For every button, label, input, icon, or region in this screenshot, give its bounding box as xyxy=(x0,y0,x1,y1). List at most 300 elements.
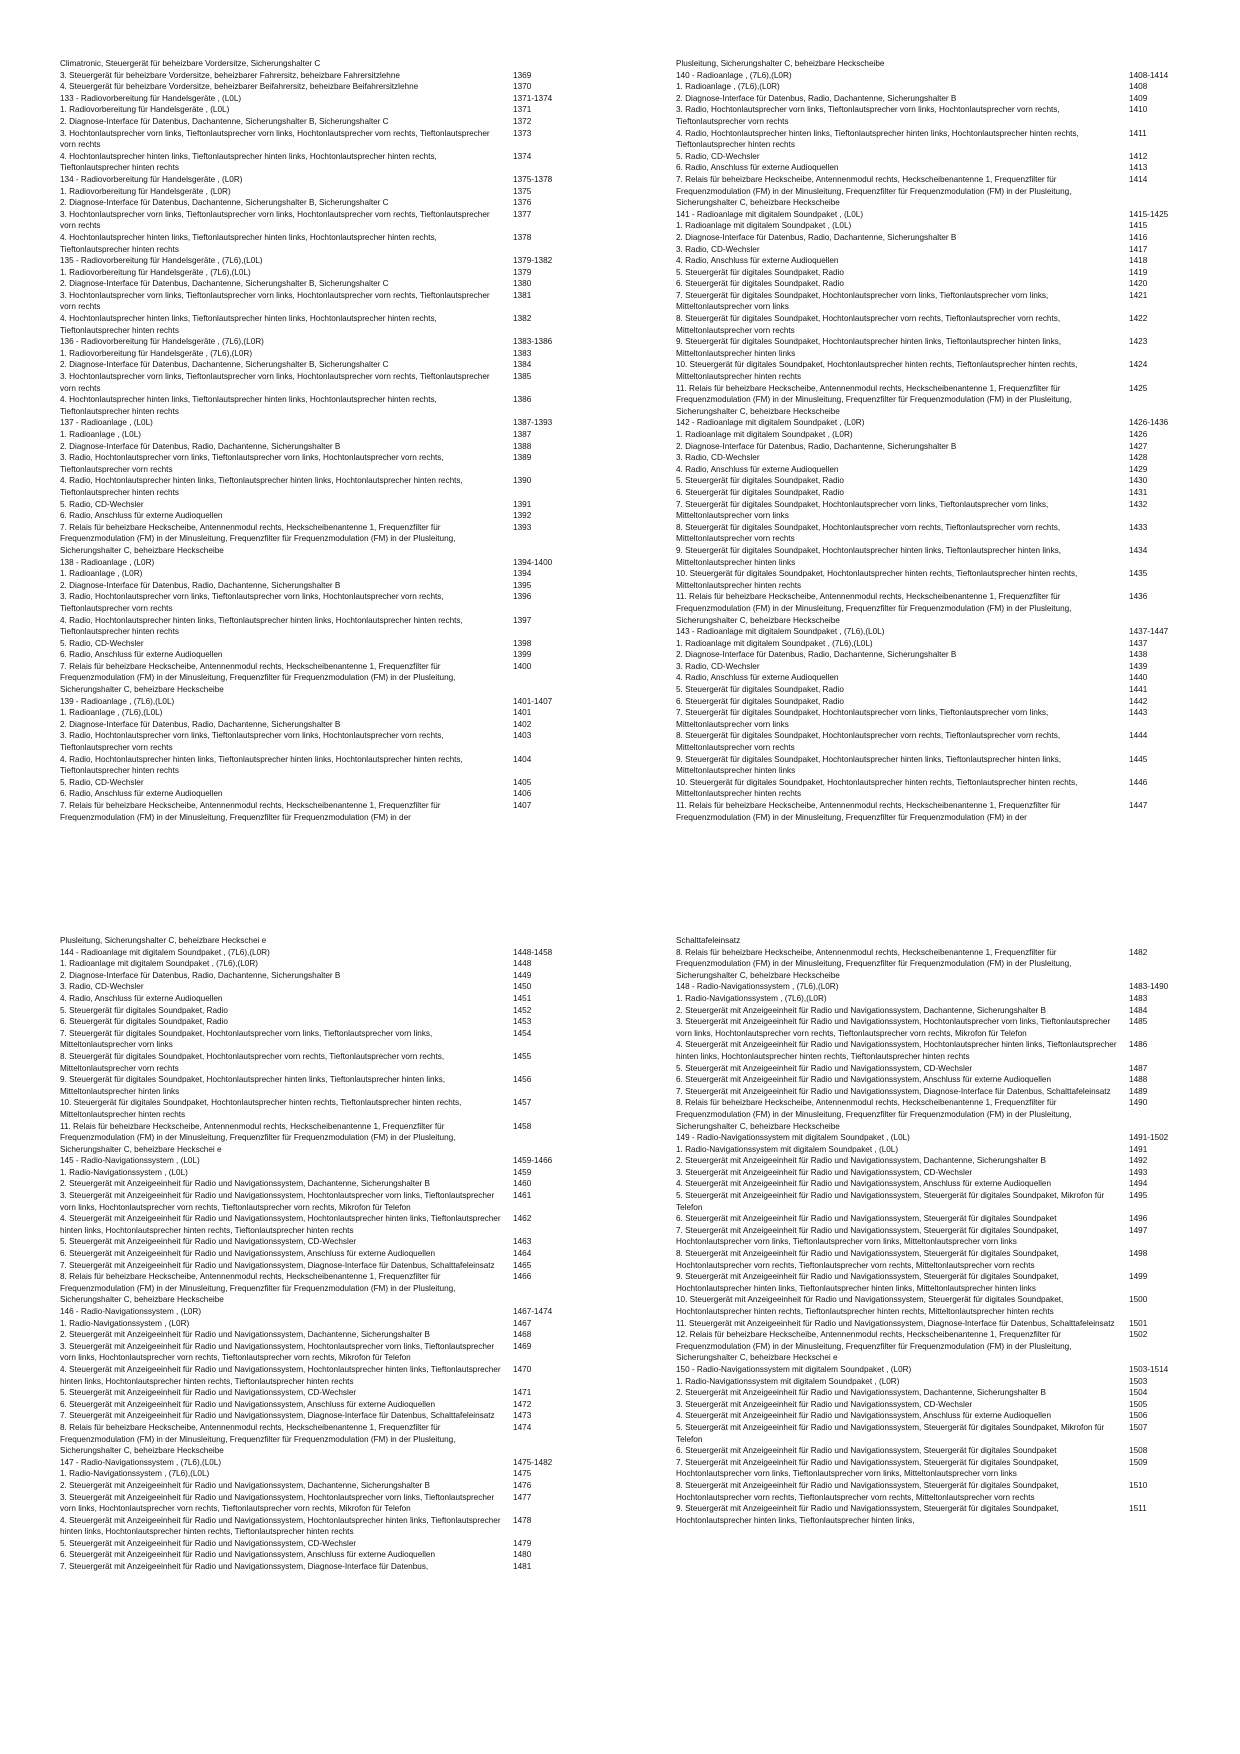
index-entry xyxy=(60,1271,580,1306)
entry-text: 1. Radiovorbereitung für Handelsgeräte , (L0R) xyxy=(60,186,231,196)
entry-page-number: 1472 xyxy=(513,1399,532,1409)
index-entry xyxy=(60,313,580,336)
entry-page-number: 1378 xyxy=(513,232,532,242)
entry-page-number: 1408-1414 xyxy=(1129,70,1169,80)
index-entry xyxy=(676,441,1196,453)
entry-text: 135 - Radiovorbereitung für Handelsgeräte , (7L6),(L0L) xyxy=(60,256,263,266)
entry-page-number: 1433 xyxy=(1129,522,1148,532)
entry-page-number: 1497 xyxy=(1129,1225,1148,1235)
entry-page-number: 1403 xyxy=(513,731,532,741)
entry-text: 139 - Radioanlage , (7L6),(L0L) xyxy=(60,696,175,706)
entry-page-number: 1370 xyxy=(513,82,532,92)
entry-page-number: 1449 xyxy=(513,970,532,980)
entry-text: 4. Steuergerät für beheizbare Vordersitze, beheizbarer Beifahrersitz, beheizbare Beifahrersitzlehne xyxy=(60,82,419,92)
index-entry xyxy=(60,1515,580,1538)
index-entry xyxy=(60,1318,580,1330)
entry-text: 3. Steuergerät mit Anzeigeeinheit für Radio und Navigationssystem, CD-Wechsler xyxy=(676,1399,973,1409)
entry-text: 5. Steuergerät mit Anzeigeeinheit für Radio und Navigationssystem, CD-Wechsler xyxy=(60,1538,357,1548)
entry-page-number: 1475 xyxy=(513,1469,532,1479)
entry-page-number: 1408 xyxy=(1129,82,1148,92)
index-entry xyxy=(676,1248,1196,1271)
entry-page-number: 1380 xyxy=(513,279,532,289)
entry-page-number: 1503-1514 xyxy=(1129,1364,1169,1374)
index-entry xyxy=(60,754,580,777)
entry-text: 1. Radio-Navigationssystem , (L0R) xyxy=(60,1318,190,1328)
index-column-left xyxy=(60,935,580,1573)
index-entry xyxy=(676,429,1196,441)
entry-page-number: 1467 xyxy=(513,1318,532,1328)
index-entry xyxy=(60,661,580,696)
index-entry xyxy=(676,1271,1196,1294)
entry-page-number: 1483 xyxy=(1129,993,1148,1003)
index-entry xyxy=(60,1561,580,1573)
entry-text: 4. Steuergerät mit Anzeigeeinheit für Radio und Navigationssystem, Anschluss für externe Audioquellen xyxy=(676,1411,1052,1421)
index-entry xyxy=(60,394,580,417)
entry-text: 137 - Radioanlage , (L0L) xyxy=(60,418,153,428)
entry-page-number: 1471 xyxy=(513,1388,532,1398)
entry-text: 3. Steuergerät mit Anzeigeeinheit für Radio und Navigationssystem, Hochtonlautsprecher vorn links, Tieftonlautsprecher vorn links, Hochtonlautsprecher vorn rechts, Tieftonlautsprecher vorn rechts, Mikrofon für Telefon xyxy=(60,1191,495,1212)
entry-text: 1. Radioanlage , (7L6),(L0R) xyxy=(676,82,780,92)
index-entry xyxy=(676,777,1196,800)
entry-page-number: 1447 xyxy=(1129,801,1148,810)
index-entry xyxy=(60,1399,580,1411)
entry-text: 3. Steuergerät mit Anzeigeeinheit für Radio und Navigationssystem, Hochtonlautsprecher vorn links, Tieftonlautsprecher vorn links, Hochtonlautsprecher vorn rechts, Tieftonlautsprecher vorn rechts, Mikrofon für Telefon xyxy=(60,1341,495,1363)
entry-text: 7. Steuergerät mit Anzeigeeinheit für Radio und Navigationssystem, Steuergerät für digitales Soundpaket, Hochtonlautsprecher vorn links, Tieftonlautsprecher vorn links, Mitteltonlautsprecher vorn links xyxy=(676,1225,1059,1247)
entry-text: 2. Steuergerät mit Anzeigeeinheit für Radio und Navigationssystem, Dachantenne, Sicherungshalter B xyxy=(60,1179,431,1189)
entry-page-number: 1420 xyxy=(1129,279,1148,289)
entry-page-number: 1369 xyxy=(513,70,532,80)
index-entry xyxy=(676,162,1196,174)
entry-page-number: 1486 xyxy=(1129,1040,1148,1050)
entry-text: 4. Steuergerät mit Anzeigeeinheit für Radio und Navigationssystem, Hochtonlautsprecher hinten links, Tieftonlautsprecher hinten links, Hochtonlautsprecher hinten rechts, Tieftonlautsprecher hinten rechts xyxy=(60,1214,501,1235)
entry-page-number: 1464 xyxy=(513,1249,532,1259)
index-entry xyxy=(60,70,580,82)
entry-page-number: 1473 xyxy=(513,1411,532,1421)
entry-text: 9. Steuergerät mit Anzeigeeinheit für Radio und Navigationssystem, Steuergerät für digitales Soundpaket, Hochtonlautsprecher hinten links, Tieftonlautsprecher hinten links, xyxy=(676,1504,1059,1525)
entry-text: 2. Diagnose-Interface für Datenbus, Radio, Dachantenne, Sicherungshalter B xyxy=(60,719,341,729)
entry-text: 147 - Radio-Navigationssystem , (7L6),(L0L) xyxy=(60,1457,222,1467)
index-entry xyxy=(676,244,1196,256)
entry-page-number: 1478 xyxy=(513,1515,532,1525)
entry-page-number: 1371 xyxy=(513,105,532,115)
entry-text: Plusleitung, Sicherungshalter C, beheizbare Heckschei e xyxy=(60,936,267,945)
index-entry xyxy=(676,661,1196,673)
entry-text: 1. Radioanlage mit digitalem Soundpaket , (7L6),(L0R) xyxy=(60,959,258,969)
entry-text: 5. Radio, CD-Wechsler xyxy=(60,777,144,787)
index-entry xyxy=(676,1364,1196,1376)
entry-page-number: 1437 xyxy=(1129,638,1148,648)
entry-text: 7. Steuergerät mit Anzeigeeinheit für Radio und Navigationssystem, Steuergerät für digitales Soundpaket, Hochtonlautsprecher vorn links, Tieftonlautsprecher vorn links, Mitteltonlautsprecher vorn links xyxy=(676,1457,1059,1479)
index-entry xyxy=(676,1294,1196,1317)
index-entry xyxy=(676,649,1196,661)
entry-text: 4. Radio, Hochtonlautsprecher hinten links, Tieftonlautsprecher hinten links, Hochtonlautsprecher hinten rechts, Tieftonlautsprecher hinten rechts xyxy=(676,128,1079,150)
entry-page-number: 1494 xyxy=(1129,1179,1148,1189)
entry-page-number: 1426-1436 xyxy=(1129,418,1169,428)
entry-text: 2. Diagnose-Interface für Datenbus, Radio, Dachantenne, Sicherungshalter B xyxy=(60,441,341,451)
entry-text: 4. Hochtonlautsprecher hinten links, Tieftonlautsprecher hinten links, Hochtonlautsprecher hinten rechts, Tieftonlautsprecher hinten rechts xyxy=(60,314,437,335)
entry-page-number: 1491 xyxy=(1129,1144,1148,1154)
entry-page-number: 1387 xyxy=(513,430,532,439)
index-entry xyxy=(60,788,580,800)
index-entry xyxy=(676,1074,1196,1086)
entry-page-number: 1466 xyxy=(513,1272,532,1282)
index-entry xyxy=(676,1329,1196,1364)
entry-text: 1. Radiovorbereitung für Handelsgeräte , (7L6),(L0L) xyxy=(60,267,251,277)
entry-text: 1. Radio-Navigationssystem , (L0L) xyxy=(60,1167,188,1177)
index-entry xyxy=(676,464,1196,476)
entry-text: 2. Diagnose-Interface für Datenbus, Dachantenne, Sicherungshalter B, Sicherungshalter C xyxy=(60,360,389,370)
index-entry xyxy=(676,1097,1196,1132)
entry-page-number: 1499 xyxy=(1129,1272,1148,1282)
entry-page-number: 1409 xyxy=(1129,93,1148,103)
index-column-right xyxy=(676,935,1196,1526)
index-entry xyxy=(60,707,580,719)
entry-page-number: 1511 xyxy=(1129,1504,1147,1514)
entry-text: 144 - Radioanlage mit digitalem Soundpaket , (7L6),(L0R) xyxy=(60,947,270,957)
entry-text: 4. Hochtonlautsprecher hinten links, Tieftonlautsprecher hinten links, Hochtonlautsprecher hinten rechts, Tieftonlautsprecher hinten rechts xyxy=(60,395,437,416)
entry-page-number: 1469 xyxy=(513,1341,532,1351)
entry-text: 6. Steuergerät mit Anzeigeeinheit für Radio und Navigationssystem, Anschluss für externe Audioquellen xyxy=(60,1399,436,1409)
entry-page-number: 1375 xyxy=(513,186,532,196)
entry-text: 5. Steuergerät für digitales Soundpaket, Radio xyxy=(676,685,844,695)
entry-page-number: 1373 xyxy=(513,128,532,138)
entry-page-number: 1460 xyxy=(513,1179,532,1189)
entry-page-number: 1429 xyxy=(1129,464,1148,474)
index-entry xyxy=(676,672,1196,684)
entry-page-number: 1441 xyxy=(1129,685,1148,695)
entry-text: 3. Steuergerät für beheizbare Vordersitze, beheizbarer Fahrersitz, beheizbare Fahrersitzlehne xyxy=(60,70,400,80)
index-entry xyxy=(676,1318,1196,1330)
entry-text: 3. Radio, CD-Wechsler xyxy=(676,244,760,254)
entry-text: 3. Hochtonlautsprecher vorn links, Tieftonlautsprecher vorn links, Hochtonlautsprecher vorn rechts, Tieftonlautsprecher vorn rechts xyxy=(60,372,490,393)
index-entry xyxy=(676,487,1196,499)
index-entry xyxy=(60,947,580,959)
entry-page-number: 1443 xyxy=(1129,708,1148,718)
entry-text: 2. Diagnose-Interface für Datenbus, Radio, Dachantenne, Sicherungshalter B xyxy=(60,970,341,980)
index-entry xyxy=(676,58,1196,70)
entry-page-number: 1411 xyxy=(1129,128,1147,138)
entry-page-number: 1437-1447 xyxy=(1129,627,1169,637)
entry-text: 4. Steuergerät mit Anzeigeeinheit für Radio und Navigationssystem, Anschluss für externe Audioquellen xyxy=(676,1179,1052,1189)
entry-text: 141 - Radioanlage mit digitalem Soundpaket , (L0L) xyxy=(676,209,864,219)
entry-page-number: 1438 xyxy=(1129,650,1148,660)
entry-text: 2. Steuergerät mit Anzeigeeinheit für Radio und Navigationssystem, Dachantenne, Sicherungshalter B xyxy=(676,1388,1047,1398)
entry-text: 6. Radio, Anschluss für externe Audioquellen xyxy=(60,511,223,521)
index-entry xyxy=(60,1329,580,1341)
index-entry xyxy=(60,1248,580,1260)
entry-text: 3. Steuergerät mit Anzeigeeinheit für Radio und Navigationssystem, Hochtonlautsprecher vorn links, Tieftonlautsprecher vorn links, Hochtonlautsprecher vorn rechts, Tieftonlautsprecher vorn rechts, Mikrofon für Telefon xyxy=(676,1017,1111,1038)
entry-text: 8. Steuergerät für digitales Soundpaket, Hochtonlautsprecher vorn rechts, Tieftonlautsprecher vorn rechts, Mitteltonlautsprecher vorn rechts xyxy=(676,314,1061,335)
entry-page-number: 1401 xyxy=(513,708,532,718)
index-entry xyxy=(676,1503,1196,1526)
entry-page-number: 1448-1458 xyxy=(513,947,553,957)
entry-text: 1. Radio-Navigationssystem mit digitalem Soundpaket , (L0R) xyxy=(676,1376,900,1386)
entry-text: 8. Relais für beheizbare Heckscheibe, Antennenmodul rechts, Heckscheibenantenne 1, Frequenzfilter für Frequenzmodulation (FM) in der Minusleitung, Frequenzfilter für Frequenzmodulation (FM) in der Plusleitung, Sicherungshalter C, beheizbare Heckscheibe xyxy=(676,1098,1072,1131)
index-entry xyxy=(60,336,580,348)
index-entry xyxy=(676,591,1196,626)
index-entry xyxy=(676,1225,1196,1248)
entry-page-number: 1374 xyxy=(513,151,532,161)
entry-text: 4. Radio, Anschluss für externe Audioquellen xyxy=(676,673,839,683)
entry-page-number: 1419 xyxy=(1129,267,1148,277)
index-entry xyxy=(60,1213,580,1236)
index-entry xyxy=(60,510,580,522)
index-entry xyxy=(676,499,1196,522)
entry-text: 11. Steuergerät mit Anzeigeeinheit für Radio und Navigationssystem, Diagnose-Interface für Datenbus, Schalttafeleinsatz xyxy=(676,1318,1115,1328)
entry-page-number: 1386 xyxy=(513,395,532,405)
entry-page-number: 1416 xyxy=(1129,232,1148,242)
index-entry xyxy=(60,186,580,198)
index-entry xyxy=(60,1306,580,1318)
index-entry xyxy=(676,232,1196,244)
entry-page-number: 1430 xyxy=(1129,476,1148,486)
index-entry xyxy=(676,290,1196,313)
index-entry xyxy=(676,1005,1196,1017)
entry-text: 5. Steuergerät für digitales Soundpaket, Radio xyxy=(676,267,844,277)
entry-page-number: 1455 xyxy=(513,1051,532,1061)
entry-page-number: 1503 xyxy=(1129,1376,1148,1386)
entry-page-number: 1507 xyxy=(1129,1422,1148,1432)
entry-page-number: 1382 xyxy=(513,314,532,324)
entry-text: 8. Relais für beheizbare Heckscheibe, Antennenmodul rechts, Heckscheibenantenne 1, Frequenzfilter für Frequenzmodulation (FM) in der Minusleitung, Frequenzfilter für Frequenzmodulation (FM) in der Plusleitung, Sicherungshalter C, beheizbare Heckscheibe xyxy=(60,1272,456,1305)
index-entry xyxy=(676,1016,1196,1039)
entry-page-number: 1444 xyxy=(1129,731,1148,741)
entry-text: Schalttafeleinsatz xyxy=(676,936,741,945)
entry-text: 9. Steuergerät für digitales Soundpaket, Hochtonlautsprecher hinten links, Tieftonlautsprecher hinten links, Mitteltonlautsprecher hinten links xyxy=(676,337,1062,358)
entry-text: 10. Steuergerät für digitales Soundpaket, Hochtonlautsprecher hinten rechts, Tieftonlautsprecher hinten rechts, Mitteltonlautsprecher hinten rechts xyxy=(676,360,1078,382)
index-entry xyxy=(60,475,580,498)
entry-text: 5. Radio, CD-Wechsler xyxy=(60,638,144,648)
index-entry xyxy=(60,1410,580,1422)
entry-page-number: 1462 xyxy=(513,1214,532,1224)
index-entry xyxy=(60,1028,580,1051)
index-entry xyxy=(60,348,580,360)
index-entry xyxy=(60,499,580,511)
index-entry xyxy=(676,81,1196,93)
index-entry xyxy=(676,1190,1196,1213)
index-entry xyxy=(676,1213,1196,1225)
index-entry xyxy=(60,1155,580,1167)
index-entry xyxy=(60,1074,580,1097)
entry-page-number: 1432 xyxy=(1129,499,1148,509)
entry-text: 145 - Radio-Navigationssystem , (L0L) xyxy=(60,1156,200,1166)
page-bottom xyxy=(0,877,1240,1754)
index-entry xyxy=(676,947,1196,982)
entry-text: 4. Steuergerät mit Anzeigeeinheit für Radio und Navigationssystem, Hochtonlautsprecher hinten links, Tieftonlautsprecher hinten links, Hochtonlautsprecher hinten rechts, Tieftonlautsprecher hinten rechts xyxy=(676,1040,1117,1061)
entry-text: 6. Radio, Anschluss für externe Audioquellen xyxy=(60,650,223,660)
entry-page-number: 1425 xyxy=(1129,383,1148,393)
entry-text: 8. Steuergerät für digitales Soundpaket, Hochtonlautsprecher vorn rechts, Tieftonlautsprecher vorn rechts, Mitteltonlautsprecher vorn rechts xyxy=(676,522,1061,544)
entry-text: 10. Steuergerät mit Anzeigeeinheit für Radio und Navigationssystem, Steuergerät für digitales Soundpaket, Hochtonlautsprecher hinten rechts, Tieftonlautsprecher hinten rechts, Mitteltonlautsprecher hinten rechts xyxy=(676,1295,1064,1316)
entry-page-number: 1383-1386 xyxy=(513,337,553,347)
entry-page-number: 1377 xyxy=(513,209,532,219)
entry-text: 7. Steuergerät für digitales Soundpaket, Hochtonlautsprecher vorn links, Tieftonlautsprecher vorn links, Mitteltonlautsprecher vorn links xyxy=(60,1028,433,1050)
entry-page-number: 1495 xyxy=(1129,1191,1148,1201)
entry-page-number: 1459 xyxy=(513,1167,532,1177)
index-entry xyxy=(60,1178,580,1190)
entry-page-number: 1424 xyxy=(1129,360,1148,370)
entry-text: 5. Steuergerät für digitales Soundpaket, Radio xyxy=(676,476,844,486)
index-entry xyxy=(60,649,580,661)
entry-page-number: 1379 xyxy=(513,267,532,277)
index-entry xyxy=(60,981,580,993)
entry-page-number: 1396 xyxy=(513,592,532,602)
entry-text: 6. Radio, Anschluss für externe Audioquellen xyxy=(60,789,223,799)
entry-page-number: 1372 xyxy=(513,116,532,126)
index-entry xyxy=(676,1399,1196,1411)
entry-page-number: 1391 xyxy=(513,499,532,509)
entry-page-number: 1375-1378 xyxy=(513,174,553,184)
entry-page-number: 1470 xyxy=(513,1364,532,1374)
entry-text: 4. Radio, Anschluss für externe Audioquellen xyxy=(676,256,839,266)
index-entry xyxy=(676,209,1196,221)
index-entry xyxy=(60,417,580,429)
entry-text: 7. Steuergerät mit Anzeigeeinheit für Radio und Navigationssystem, Diagnose-Interface für Datenbus, xyxy=(60,1562,429,1572)
index-entry xyxy=(60,730,580,753)
index-entry xyxy=(676,104,1196,127)
index-entry xyxy=(676,151,1196,163)
index-entry xyxy=(60,568,580,580)
entry-text: 6. Steuergerät mit Anzeigeeinheit für Radio und Navigationssystem, Anschluss für externe Audioquellen xyxy=(676,1075,1052,1085)
index-entry xyxy=(676,1086,1196,1098)
entry-text: 5. Radio, CD-Wechsler xyxy=(676,151,760,161)
entry-page-number: 1506 xyxy=(1129,1411,1148,1421)
entry-text: 5. Steuergerät mit Anzeigeeinheit für Radio und Navigationssystem, Steuergerät für digitales Soundpaket, Mikrofon für Telefon xyxy=(676,1191,1105,1212)
entry-text: 5. Steuergerät mit Anzeigeeinheit für Radio und Navigationssystem, Steuergerät für digitales Soundpaket, Mikrofon für Telefon xyxy=(676,1422,1105,1444)
index-entry xyxy=(60,104,580,116)
entry-page-number: 1383 xyxy=(513,348,532,358)
entry-page-number: 1413 xyxy=(1129,163,1148,173)
entry-text: 10. Steuergerät für digitales Soundpaket, Hochtonlautsprecher hinten rechts, Tieftonlautsprecher hinten rechts, Mitteltonlautsprecher hinten rechts xyxy=(676,569,1078,590)
entry-text: 7. Steuergerät für digitales Soundpaket, Hochtonlautsprecher vorn links, Tieftonlautsprecher vorn links, Mitteltonlautsprecher vorn links xyxy=(676,708,1049,729)
index-entry xyxy=(676,1155,1196,1167)
entry-page-number: 1388 xyxy=(513,441,532,451)
index-entry xyxy=(676,1144,1196,1156)
index-entry xyxy=(676,935,1196,947)
entry-text: 7. Relais für beheizbare Heckscheibe, Antennenmodul rechts, Heckscheibenantenne 1, Frequenzfilter für Frequenzmodulation (FM) in der Minusleitung, Frequenzfilter für Frequenzmodulation (FM) in der Plusleitung, Sicherungshalter C, beheizbare Heckscheibe xyxy=(676,174,1072,208)
index-entry xyxy=(60,151,580,174)
index-entry xyxy=(60,429,580,441)
entry-text: 11. Relais für beheizbare Heckscheibe, Antennenmodul rechts, Heckscheibenantenne 1, Frequenzfilter für Frequenzmodulation (FM) in der Minusleitung, Frequenzfilter für Frequenzmodulation (FM) in der Plusleitung, Sicherungshalter C, beheizbare Heckscheibe xyxy=(676,592,1072,625)
entry-text: 6. Steuergerät mit Anzeigeeinheit für Radio und Navigationssystem, Anschluss für externe Audioquellen xyxy=(60,1550,436,1560)
entry-page-number: 1488 xyxy=(1129,1075,1148,1085)
index-entry xyxy=(60,1167,580,1179)
entry-page-number: 1452 xyxy=(513,1005,532,1015)
entry-page-number: 1398 xyxy=(513,638,532,648)
entry-text: 1. Radioanlage mit digitalem Soundpaket , (L0R) xyxy=(676,430,853,439)
entry-text: 3. Radio, CD-Wechsler xyxy=(60,982,144,992)
entry-text: 1. Radioanlage , (L0L) xyxy=(60,430,142,439)
index-entry xyxy=(676,1457,1196,1480)
entry-text: 4. Radio, Hochtonlautsprecher hinten links, Tieftonlautsprecher hinten links, Hochtonlautsprecher hinten rechts, Tieftonlautsprecher hinten rechts xyxy=(60,754,463,776)
index-entry xyxy=(676,1178,1196,1190)
entry-text: 5. Steuergerät mit Anzeigeeinheit für Radio und Navigationssystem, CD-Wechsler xyxy=(60,1237,357,1247)
index-entry xyxy=(676,1376,1196,1388)
entry-text: 142 - Radioanlage mit digitalem Soundpaket , (L0R) xyxy=(676,418,865,428)
entry-text: 7. Steuergerät mit Anzeigeeinheit für Radio und Navigationssystem, Diagnose-Interface für Datenbus, Schalttafeleinsatz xyxy=(60,1411,495,1421)
entry-text: Climatronic, Steuergerät für beheizbare Vordersitze, Sicherungshalter C xyxy=(60,59,321,68)
index-entry xyxy=(60,58,580,70)
entry-page-number: 1446 xyxy=(1129,777,1148,787)
entry-text: 4. Steuergerät mit Anzeigeeinheit für Radio und Navigationssystem, Hochtonlautsprecher hinten links, Tieftonlautsprecher hinten links, Hochtonlautsprecher hinten rechts, Tieftonlautsprecher hinten rechts xyxy=(60,1364,501,1386)
index-entry xyxy=(60,93,580,105)
index-entry xyxy=(60,1190,580,1213)
entry-text: 10. Steuergerät für digitales Soundpaket, Hochtonlautsprecher hinten rechts, Tieftonlautsprecher hinten rechts, Mitteltonlautsprecher hinten rechts xyxy=(60,1098,462,1119)
entry-text: 6. Steuergerät für digitales Soundpaket, Radio xyxy=(60,1017,228,1027)
entry-text: 2. Diagnose-Interface für Datenbus, Radio, Dachantenne, Sicherungshalter B xyxy=(676,650,957,660)
entry-text: 3. Radio, Hochtonlautsprecher vorn links, Tieftonlautsprecher vorn links, Hochtonlautsprecher vorn rechts, Tieftonlautsprecher vorn rechts xyxy=(676,105,1060,126)
entry-page-number: 1418 xyxy=(1129,256,1148,266)
index-entry xyxy=(60,557,580,569)
entry-text: 8. Steuergerät mit Anzeigeeinheit für Radio und Navigationssystem, Steuergerät für digitales Soundpaket, Hochtonlautsprecher vorn rechts, Tieftonlautsprecher vorn rechts, Mitteltonlautsprecher vorn rechts xyxy=(676,1249,1059,1270)
index-entry xyxy=(676,220,1196,232)
entry-page-number: 1458 xyxy=(513,1121,532,1131)
index-entry xyxy=(676,1422,1196,1445)
entry-page-number: 1435 xyxy=(1129,569,1148,579)
entry-text: 10. Steuergerät für digitales Soundpaket, Hochtonlautsprecher hinten rechts, Tieftonlautsprecher hinten rechts, Mitteltonlautsprecher hinten rechts xyxy=(676,777,1078,799)
index-entry xyxy=(676,452,1196,464)
entry-text: 2. Steuergerät mit Anzeigeeinheit für Radio und Navigationssystem, Dachantenne, Sicherungshalter B xyxy=(60,1330,431,1340)
entry-page-number: 1490 xyxy=(1129,1098,1148,1108)
entry-page-number: 1448 xyxy=(513,959,532,969)
index-entry xyxy=(676,981,1196,993)
entry-page-number: 1457 xyxy=(513,1098,532,1108)
entry-page-number: 1487 xyxy=(1129,1063,1148,1073)
entry-page-number: 1410 xyxy=(1129,105,1148,115)
index-entry xyxy=(676,255,1196,267)
entry-text: 7. Steuergerät für digitales Soundpaket, Hochtonlautsprecher vorn links, Tieftonlautsprecher vorn links, Mitteltonlautsprecher vorn links xyxy=(676,290,1049,312)
entry-text: 6. Radio, Anschluss für externe Audioquellen xyxy=(676,163,839,173)
entry-text: 3. Hochtonlautsprecher vorn links, Tieftonlautsprecher vorn links, Hochtonlautsprecher vorn rechts, Tieftonlautsprecher vorn rechts xyxy=(60,290,490,312)
entry-text: 8. Relais für beheizbare Heckscheibe, Antennenmodul rechts, Heckscheibenantenne 1, Frequenzfilter für Frequenzmodulation (FM) in der Minusleitung, Frequenzfilter für Frequenzmodulation (FM) in der Plusleitung, Sicherungshalter C, beheizbare Heckscheibe xyxy=(676,947,1072,980)
index-column-left xyxy=(60,58,580,823)
index-entry xyxy=(676,696,1196,708)
entry-text: 1. Radiovorbereitung für Handelsgeräte , (7L6),(L0R) xyxy=(60,348,253,358)
entry-page-number: 1394-1400 xyxy=(513,557,553,567)
entry-text: 9. Steuergerät für digitales Soundpaket, Hochtonlautsprecher hinten links, Tieftonlautsprecher hinten links, Mitteltonlautsprecher hinten links xyxy=(60,1075,446,1096)
index-entry xyxy=(676,638,1196,650)
index-entry xyxy=(60,174,580,186)
entry-page-number: 1427 xyxy=(1129,441,1148,451)
entry-text: 133 - Radiovorbereitung für Handelsgeräte , (L0L) xyxy=(60,93,242,103)
entry-page-number: 1407 xyxy=(513,801,532,810)
entry-page-number: 1500 xyxy=(1129,1295,1148,1305)
entry-text: 9. Steuergerät für digitales Soundpaket, Hochtonlautsprecher hinten links, Tieftonlautsprecher hinten links, Mitteltonlautsprecher hinten links xyxy=(676,545,1062,567)
entry-page-number: 1480 xyxy=(513,1550,532,1560)
entry-text: 4. Radio, Hochtonlautsprecher hinten links, Tieftonlautsprecher hinten links, Hochtonlautsprecher hinten rechts, Tieftonlautsprecher hinten rechts xyxy=(60,615,463,637)
entry-text: 11. Relais für beheizbare Heckscheibe, Antennenmodul rechts, Heckscheibenantenne 1, Frequenzfilter für Frequenzmodulation (FM) in der Minusleitung, Frequenzfilter für Frequenzmodulation (FM) in der Plusleitung, Sicherungshalter C, beheizbare Heckscheibe xyxy=(676,383,1072,416)
index-entry xyxy=(60,615,580,638)
entry-page-number: 1492 xyxy=(1129,1156,1148,1166)
entry-page-number: 1385 xyxy=(513,372,532,382)
entry-page-number: 1404 xyxy=(513,754,532,764)
entry-page-number: 1485 xyxy=(1129,1017,1148,1027)
index-entry xyxy=(676,359,1196,382)
index-entry xyxy=(60,441,580,453)
entry-text: 3. Radio, CD-Wechsler xyxy=(676,661,760,671)
index-entry xyxy=(60,1236,580,1248)
entry-page-number: 1454 xyxy=(513,1028,532,1038)
entry-page-number: 1456 xyxy=(513,1075,532,1085)
entry-text: 7. Relais für beheizbare Heckscheibe, Antennenmodul rechts, Heckscheibenantenne 1, Frequenzfilter für Frequenzmodulation (FM) in der Minusleitung, Frequenzfilter für Frequenzmodulation (FM) in der xyxy=(60,801,441,822)
entry-page-number: 1496 xyxy=(1129,1214,1148,1224)
entry-text: 149 - Radio-Navigationssystem mit digitalem Soundpaket , (L0L) xyxy=(676,1133,910,1143)
entry-page-number: 1465 xyxy=(513,1260,532,1270)
index-entry xyxy=(60,116,580,128)
entry-text: 1. Radioanlage , (7L6),(L0L) xyxy=(60,708,163,718)
entry-page-number: 1498 xyxy=(1129,1249,1148,1259)
entry-text: 136 - Radiovorbereitung für Handelsgeräte , (7L6),(L0R) xyxy=(60,337,264,347)
